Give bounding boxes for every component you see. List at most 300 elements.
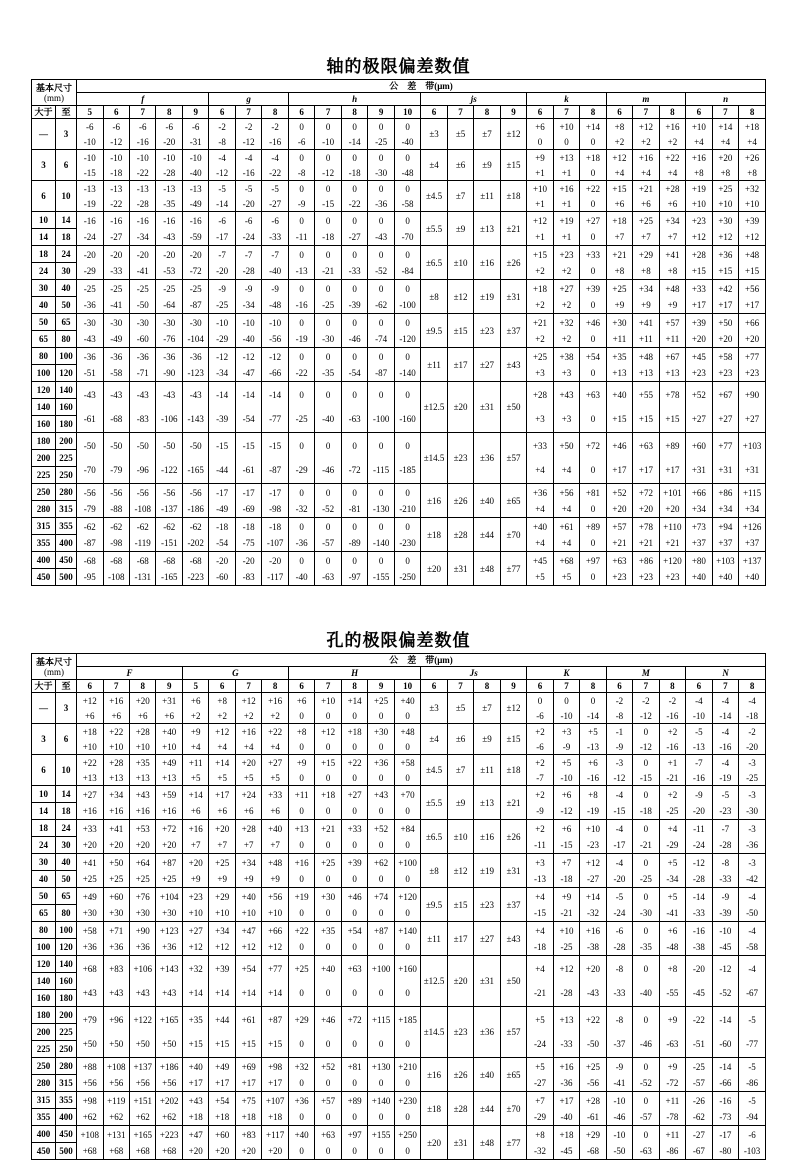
lower-deviation: +21 — [665, 537, 680, 548]
grade-js-7: 7 — [447, 106, 473, 119]
upper-deviation: -4 — [748, 695, 756, 706]
size-to: 140 — [56, 382, 77, 399]
upper-deviation: +9 — [561, 891, 572, 902]
size-from: 80 — [32, 922, 56, 939]
deviation-cell — [341, 348, 367, 382]
upper-deviation: -12 — [719, 964, 732, 974]
symmetric-deviation: ±12.5 — [423, 976, 445, 986]
deviation-cell — [129, 150, 155, 181]
lower-deviation: -41 — [666, 907, 679, 918]
upper-deviation: +16 — [559, 183, 574, 194]
deviation-cell — [315, 693, 341, 724]
deviation-cell — [474, 280, 500, 314]
deviation-cell — [633, 755, 659, 786]
lower-deviation: -48 — [269, 299, 282, 310]
lower-deviation: -104 — [187, 333, 204, 344]
upper-deviation: +33 — [691, 283, 706, 294]
deviation-pair — [342, 787, 367, 819]
lower-deviation: +4 — [561, 537, 572, 548]
deviation-cell — [686, 854, 712, 888]
deviation-pair — [342, 119, 367, 149]
deviation-cell — [262, 552, 288, 586]
deviation-cell — [421, 348, 447, 382]
deviation-cell — [129, 786, 155, 820]
lower-deviation: -14 — [586, 710, 599, 721]
lower-deviation: +7 — [641, 231, 651, 242]
deviation-cell — [712, 854, 738, 888]
deviation-pair — [183, 1008, 208, 1056]
upper-deviation: +41 — [665, 249, 680, 260]
deviation-cell — [712, 786, 738, 820]
lower-deviation: +18 — [241, 1111, 256, 1122]
upper-deviation: -7 — [244, 249, 253, 260]
deviation-cell — [182, 518, 208, 552]
upper-deviation: +52 — [612, 487, 627, 498]
deviation-cell — [235, 956, 261, 1007]
deviation-pair — [342, 383, 367, 431]
lower-deviation: +10 — [188, 907, 203, 918]
upper-deviation: +71 — [109, 925, 124, 936]
deviation-pair — [130, 1127, 155, 1159]
upper-deviation: +5 — [535, 1061, 545, 1072]
deviation-pair — [342, 957, 367, 1005]
deviation-cell — [394, 922, 420, 956]
lower-deviation: -41 — [613, 1077, 626, 1088]
upper-deviation: -56 — [189, 487, 202, 498]
lower-deviation: -143 — [187, 414, 204, 424]
lower-deviation: +25 — [109, 873, 124, 884]
deviation-cell — [315, 280, 341, 314]
upper-deviation: 0 — [299, 317, 304, 328]
upper-deviation: -62 — [189, 521, 202, 532]
deviation-cell — [129, 956, 155, 1007]
deviation-cell — [633, 1058, 659, 1092]
lower-deviation: +3 — [561, 414, 572, 424]
lower-deviation: 0 — [405, 941, 410, 952]
symmetric-deviation: ±48 — [480, 563, 494, 574]
symmetric-deviation: ±36 — [480, 453, 494, 463]
upper-deviation: -2 — [271, 121, 279, 132]
deviation-cell — [235, 181, 261, 212]
deviation-pair — [262, 247, 287, 279]
deviation-cell — [421, 888, 447, 922]
deviation-cell — [156, 382, 182, 433]
lower-deviation: -18 — [639, 805, 652, 816]
deviation-pair — [368, 1127, 393, 1159]
lower-deviation: -60 — [136, 333, 149, 344]
upper-deviation: -20 — [136, 249, 149, 260]
deviation-cell — [368, 888, 394, 922]
lower-deviation: 0 — [405, 988, 410, 998]
upper-deviation: +12 — [215, 726, 230, 737]
deviation-pair — [633, 150, 658, 180]
lower-deviation: +20 — [268, 1145, 283, 1156]
lower-deviation: 0 — [590, 571, 596, 582]
deviation-cell — [633, 820, 659, 854]
upper-deviation: -10 — [242, 317, 255, 328]
deviation-cell — [421, 786, 447, 820]
upper-deviation: +89 — [347, 1095, 362, 1106]
upper-deviation: -14 — [719, 1015, 732, 1025]
deviation-pair — [289, 247, 314, 279]
deviation-cell — [288, 1092, 314, 1126]
upper-deviation: +2 — [535, 757, 545, 768]
deviation-pair — [713, 724, 738, 754]
grade-g-8: 8 — [262, 680, 288, 693]
upper-deviation: 0 — [643, 789, 649, 800]
deviation-cell — [447, 854, 473, 888]
deviation-cell — [686, 755, 712, 786]
lower-deviation: -28 — [692, 873, 705, 884]
upper-deviation: +62 — [374, 857, 389, 868]
lower-deviation: -28 — [163, 167, 176, 178]
deviation-pair — [368, 519, 393, 551]
deviation-cell — [209, 150, 235, 181]
deviation-cell — [606, 854, 632, 888]
lower-deviation: -12 — [110, 136, 123, 147]
upper-deviation: +20 — [585, 964, 600, 974]
lower-deviation: +15 — [691, 265, 706, 276]
lower-deviation: +31 — [745, 465, 760, 475]
symmetric-deviation: ±3 — [429, 703, 439, 713]
deviation-pair — [368, 119, 393, 149]
upper-deviation: 0 — [405, 152, 410, 163]
deviation-cell — [474, 212, 500, 246]
deviation-pair — [686, 119, 711, 149]
deviation-pair — [342, 315, 367, 347]
deviation-cell — [712, 724, 738, 755]
lower-deviation: 0 — [378, 1077, 384, 1088]
upper-deviation: 0 — [352, 249, 357, 260]
upper-deviation: -4 — [721, 726, 730, 737]
deviation-cell — [527, 314, 553, 348]
upper-deviation: 0 — [378, 249, 384, 260]
upper-deviation: +39 — [585, 283, 600, 294]
deviation-cell — [421, 552, 447, 586]
upper-deviation: -14 — [242, 390, 255, 400]
upper-deviation: +16 — [241, 726, 256, 737]
deviation-pair — [236, 281, 261, 313]
lower-deviation: +5 — [270, 772, 280, 783]
upper-deviation: +5 — [588, 726, 598, 737]
deviation-cell — [659, 888, 685, 922]
upper-deviation: -25 — [110, 283, 123, 294]
deviation-pair — [77, 247, 102, 279]
deviation-cell — [580, 724, 606, 755]
deviation-cell — [103, 1007, 129, 1058]
deviation-cell — [315, 518, 341, 552]
upper-deviation: 0 — [352, 215, 357, 226]
size-from: 450 — [32, 569, 56, 586]
upper-deviation: -18 — [269, 521, 282, 532]
lower-deviation: -9 — [562, 741, 571, 752]
deviation-cell — [182, 888, 208, 922]
deviation-pair — [607, 957, 632, 1005]
deviation-pair — [209, 383, 234, 431]
deviation-pair — [686, 281, 711, 313]
upper-deviation: +33 — [347, 823, 362, 834]
deviation-pair — [236, 349, 261, 381]
lower-deviation: -14 — [348, 136, 361, 147]
upper-deviation: 0 — [299, 555, 304, 566]
lower-deviation: +1 — [561, 167, 572, 178]
lower-deviation: 0 — [378, 1145, 384, 1156]
lower-deviation: -16 — [666, 741, 679, 752]
deviation-cell — [686, 280, 712, 314]
deviation-cell — [341, 119, 367, 150]
lower-deviation: +56 — [82, 1077, 97, 1088]
deviation-pair — [580, 553, 605, 585]
deviation-pair — [527, 1127, 552, 1159]
upper-deviation: -9 — [615, 1061, 624, 1072]
deviation-pair — [130, 150, 155, 180]
deviation-cell — [527, 854, 553, 888]
deviation-pair — [395, 181, 420, 211]
upper-deviation: +36 — [718, 249, 733, 260]
lower-deviation: +8 — [641, 265, 651, 276]
deviation-pair — [660, 315, 685, 347]
deviation-cell — [103, 922, 129, 956]
upper-deviation: +83 — [109, 964, 124, 974]
deviation-pair — [183, 213, 208, 245]
lower-deviation: 0 — [299, 907, 304, 918]
lower-deviation: -87 — [375, 367, 388, 378]
symmetric-deviation: ±40 — [480, 495, 494, 506]
deviation-pair — [156, 1059, 181, 1091]
lower-deviation: -29 — [666, 839, 679, 850]
symmetric-deviation: ±36 — [480, 1027, 494, 1037]
deviation-pair — [289, 724, 314, 754]
lower-deviation: -60 — [216, 571, 229, 582]
symmetric-deviation: ±77 — [506, 1137, 521, 1148]
grade-js-8: 8 — [474, 680, 500, 693]
upper-deviation: +11 — [294, 789, 309, 800]
upper-deviation: +88 — [82, 1061, 97, 1072]
deviation-pair — [262, 693, 287, 723]
lower-deviation: 0 — [352, 1077, 357, 1088]
lower-deviation: -25 — [375, 136, 388, 147]
upper-deviation: -14 — [216, 390, 229, 400]
deviation-pair — [739, 787, 765, 819]
deviation-cell — [209, 348, 235, 382]
upper-deviation: +25 — [374, 695, 389, 706]
deviation-pair — [104, 724, 129, 754]
deviation-pair — [236, 1093, 261, 1125]
deviation-cell — [103, 1092, 129, 1126]
deviation-cell — [103, 150, 129, 181]
deviation-cell — [156, 755, 182, 786]
upper-deviation: +20 — [241, 757, 256, 768]
deviation-pair — [607, 724, 632, 754]
lower-deviation: +5 — [190, 772, 201, 783]
deviation-cell — [421, 433, 447, 484]
deviation-pair — [395, 519, 420, 551]
lower-deviation: 0 — [405, 772, 410, 783]
deviation-cell — [77, 820, 103, 854]
deviation-cell — [633, 314, 659, 348]
upper-deviation: +14 — [585, 891, 600, 902]
deviation-cell — [341, 1058, 367, 1092]
upper-deviation: 0 — [643, 757, 649, 768]
deviation-pair — [713, 1059, 738, 1091]
symmetric-deviation: ±10 — [453, 257, 468, 268]
deviation-cell — [77, 246, 103, 280]
deviation-pair — [633, 957, 658, 1005]
symmetric-deviation: ±17 — [453, 933, 468, 944]
lower-deviation: +37 — [718, 537, 733, 548]
deviation-pair — [183, 349, 208, 381]
deviation-pair — [395, 281, 420, 313]
upper-deviation: -4 — [695, 695, 703, 706]
symmetric-deviation: ±50 — [506, 402, 521, 412]
deviation-pair — [315, 119, 340, 149]
lower-deviation: +30 — [82, 907, 97, 918]
lower-deviation: -40 — [639, 988, 652, 998]
grade-h-10: 10 — [394, 106, 420, 119]
deviation-pair — [289, 889, 314, 921]
upper-deviation: +28 — [691, 249, 706, 260]
deviation-cell — [341, 693, 367, 724]
grade-g-7: 7 — [235, 106, 261, 119]
deviation-pair — [368, 693, 393, 723]
size-from: 3 — [32, 724, 56, 755]
lower-deviation: 0 — [299, 805, 304, 816]
symmetric-deviation: ±26 — [453, 1069, 468, 1080]
deviation-cell — [182, 724, 208, 755]
lower-deviation: +12 — [718, 231, 733, 242]
lower-deviation: -25 — [322, 299, 335, 310]
deviation-cell — [500, 433, 526, 484]
table-row — [32, 484, 766, 501]
deviation-cell — [421, 181, 447, 212]
upper-deviation: +50 — [718, 317, 733, 328]
upper-deviation: -43 — [189, 390, 202, 400]
upper-deviation: +230 — [398, 1095, 417, 1106]
deviation-pair — [527, 553, 552, 585]
deviation-cell — [606, 956, 632, 1007]
upper-deviation: +39 — [347, 857, 362, 868]
deviation-pair — [156, 787, 181, 819]
upper-deviation: +41 — [638, 317, 653, 328]
deviation-cell — [739, 552, 766, 586]
upper-deviation: +165 — [133, 1129, 153, 1140]
lower-deviation: -63 — [666, 1039, 679, 1049]
deviation-cell — [156, 1007, 182, 1058]
lower-deviation: -16 — [136, 136, 149, 147]
lower-deviation: -32 — [295, 503, 308, 514]
deviation-cell — [527, 382, 553, 433]
deviation-pair — [130, 889, 155, 921]
symmetric-deviation: ±65 — [506, 495, 521, 506]
lower-deviation: +13 — [109, 772, 124, 783]
upper-deviation: -10 — [189, 152, 202, 163]
deviation-cell — [633, 922, 659, 956]
deviation-cell — [474, 1126, 500, 1160]
deviation-cell — [235, 484, 261, 518]
lower-deviation: -89 — [348, 537, 361, 548]
shaft-table-title: 轴的极限偏差数值 — [326, 57, 471, 76]
deviation-pair — [315, 247, 340, 279]
upper-deviation: +107 — [265, 1095, 285, 1106]
deviation-pair — [660, 434, 685, 482]
grade-k-6: 6 — [527, 106, 553, 119]
symmetric-deviation: ±31 — [506, 865, 521, 876]
deviation-pair — [554, 119, 579, 149]
deviation-cell — [394, 755, 420, 786]
lower-deviation: +9 — [614, 299, 625, 310]
deviation-cell — [156, 433, 182, 484]
lower-deviation: -19 — [719, 772, 732, 783]
size-to: 50 — [56, 297, 77, 314]
deviation-pair — [315, 889, 340, 921]
deviation-pair — [209, 553, 234, 585]
deviation-pair — [342, 821, 367, 853]
lower-deviation: +17 — [638, 465, 653, 475]
lower-deviation: -98 — [269, 503, 282, 514]
deviation-cell — [129, 693, 155, 724]
lower-deviation: 0 — [325, 772, 331, 783]
deviation-pair — [607, 349, 632, 381]
deviation-cell — [103, 956, 129, 1007]
lower-deviation: -33 — [560, 1039, 573, 1049]
deviation-cell — [129, 755, 155, 786]
deviation-pair — [262, 213, 287, 245]
deviation-cell — [633, 888, 659, 922]
symmetric-deviation: ±18 — [506, 191, 521, 201]
deviation-pair — [633, 247, 658, 279]
deviation-cell — [739, 1126, 766, 1160]
deviation-cell — [447, 119, 473, 150]
upper-deviation: +72 — [638, 487, 653, 498]
lower-deviation: +12 — [188, 941, 203, 952]
size-to: 250 — [56, 467, 77, 484]
deviation-pair — [739, 693, 765, 723]
deviation-cell — [421, 484, 447, 518]
deviation-cell — [474, 119, 500, 150]
hole-table-title: 孔的极限偏差数值 — [326, 631, 471, 650]
upper-deviation: +20 — [215, 823, 230, 834]
deviation-cell — [421, 280, 447, 314]
upper-deviation: +23 — [188, 891, 203, 902]
upper-deviation: -10 — [216, 317, 229, 328]
deviation-cell — [288, 724, 314, 755]
deviation-cell — [235, 888, 261, 922]
deviation-cell — [527, 280, 553, 314]
upper-deviation: +54 — [215, 1095, 230, 1106]
deviation-cell — [288, 348, 314, 382]
upper-deviation: +73 — [691, 521, 706, 532]
upper-deviation: -12 — [242, 351, 255, 362]
upper-deviation: +41 — [109, 823, 124, 834]
deviation-pair — [342, 281, 367, 313]
upper-deviation: +31 — [162, 695, 177, 706]
deviation-cell — [580, 854, 606, 888]
lower-deviation: +62 — [135, 1111, 150, 1122]
deviation-cell — [686, 314, 712, 348]
size-from: 24 — [32, 263, 56, 280]
upper-deviation: +7 — [561, 857, 572, 868]
lower-deviation: -165 — [160, 571, 178, 582]
lower-deviation: -160 — [399, 414, 416, 424]
lower-deviation: -103 — [743, 1145, 761, 1156]
deviation-pair — [686, 923, 711, 955]
upper-deviation: 0 — [325, 521, 331, 532]
size-to: 10 — [56, 181, 77, 212]
deviation-pair — [580, 315, 605, 347]
upper-deviation: +77 — [718, 441, 733, 451]
deviation-cell — [606, 484, 632, 518]
deviation-cell — [633, 854, 659, 888]
